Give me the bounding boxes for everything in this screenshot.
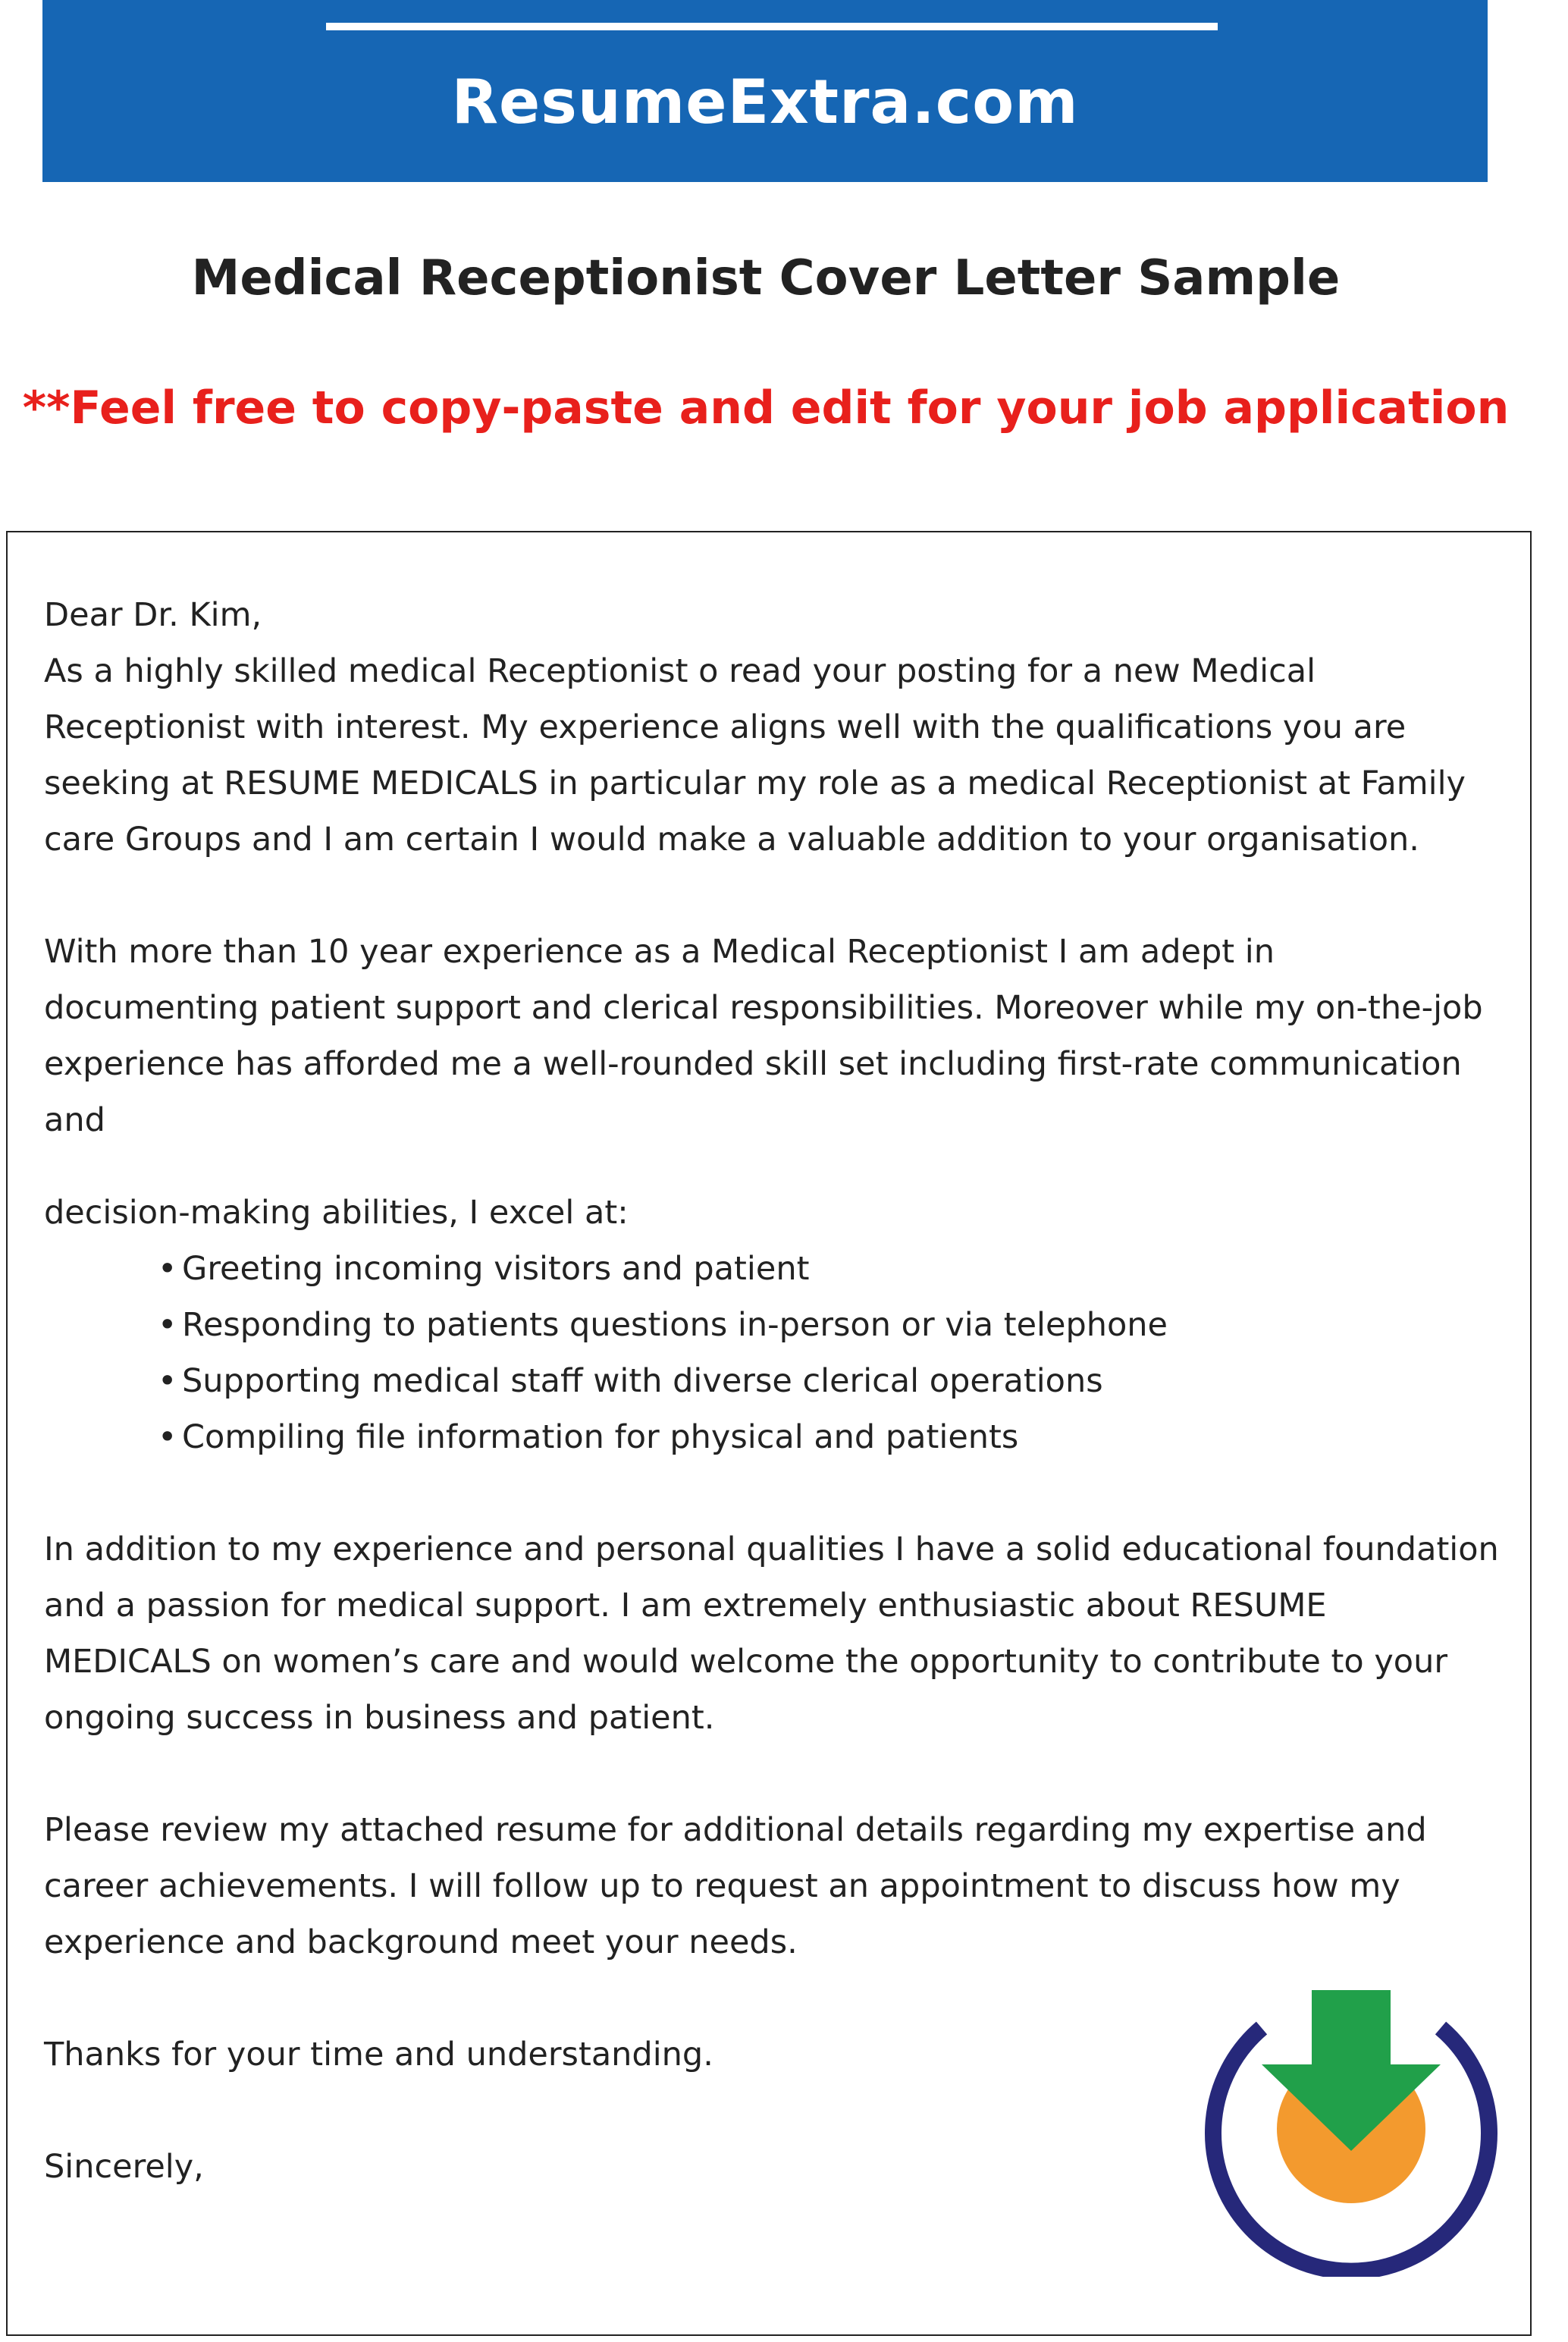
letter-paragraph-4: Please review my attached resume for additional details regarding my expertise and career achievements. I will follow up to request an appointment to discuss how my experience and background meet your needs. [44, 1811, 1427, 1961]
letter-paragraph-1: As a highly skilled medical Receptionist o read your posting for a new Medical Receptionist with interest. My experience aligns well with the qualifications you are seeking at RESUME MEDICALS in particular my role as a medical Receptionist at Family care Groups and I am certain I would make a valuable addition to your organisation. [44, 652, 1466, 859]
list-item-text: Responding to patients questions in-person or via telephone [182, 1306, 1168, 1344]
page-title: Medical Receptionist Cover Letter Sample [191, 250, 1341, 306]
letter-paragraph-2: With more than 10 year experience as a Medical Receptionist I am adept in documenting patient support and clerical responsibilities. Moreover while my on-the-job experience has afforded me a well-rounded skill set including first-rate communication and [44, 933, 1483, 1139]
paragraph-spacer [44, 1746, 1500, 1802]
letter-closing: Sincerely, [44, 2148, 204, 2186]
brand-banner [42, 0, 1488, 182]
bullet-icon: • [158, 1306, 177, 1344]
paragraph-spacer [44, 1465, 1500, 1521]
list-item [158, 1409, 1500, 1465]
banner-rule [326, 23, 1218, 30]
download-icon[interactable] [1200, 1973, 1503, 2277]
paragraph-spacer [44, 1148, 1500, 1185]
page-subtitle: **Feel free to copy-paste and edit for your job application [22, 381, 1510, 435]
letter-paragraph-5: Thanks for your time and understanding. [44, 2036, 713, 2074]
list-item-text: Greeting incoming visitors and patient [182, 1250, 810, 1288]
bullet-icon: • [158, 1418, 177, 1456]
letter-paragraph-3: In addition to my experience and personal qualities I have a solid educational foundation and a passion for medical support. I am extremely enthusiastic about RESUME MEDICALS on women’s care and would welcome the opportunity to contribute to your ongoing success in business and patient. [44, 1530, 1499, 1737]
letter-body [44, 587, 1500, 2195]
letter-salutation: Dear Dr. Kim, [44, 596, 262, 634]
list-item [158, 1297, 1500, 1353]
bullet-icon: • [158, 1362, 177, 1400]
list-item [158, 1241, 1500, 1297]
list-item-text: Supporting medical staff with diverse clerical operations [182, 1362, 1103, 1400]
letter-paragraph-2-continued: decision-making abilities, I excel at: [44, 1194, 629, 1232]
brand-logo-text: ResumeExtra.com [451, 67, 1079, 137]
list-item-text: Compiling file information for physical and patients [182, 1418, 1019, 1456]
list-item [158, 1353, 1500, 1409]
paragraph-spacer [44, 868, 1500, 924]
bullet-icon: • [158, 1250, 177, 1288]
skills-list [44, 1241, 1500, 1465]
